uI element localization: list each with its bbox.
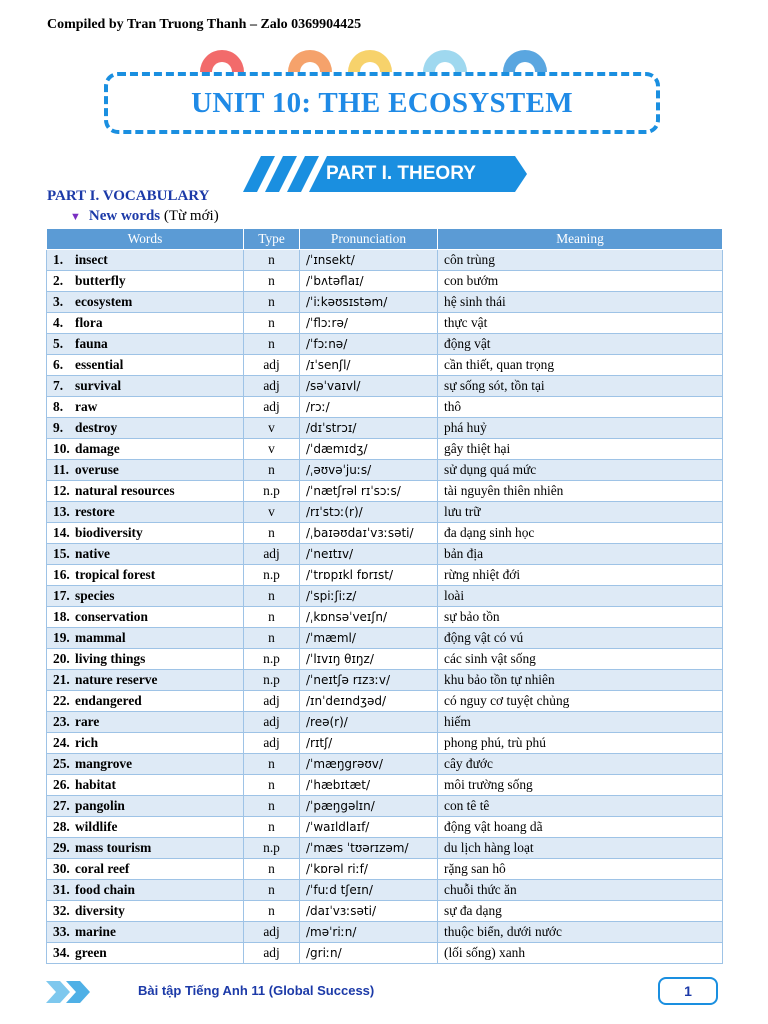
pronunciation-cell: /griːn/	[300, 943, 438, 964]
word-cell	[47, 313, 244, 334]
pronunciation-cell: /ˈspiːʃiːz/	[300, 586, 438, 607]
meaning-cell: sự sống sót, tồn tại	[438, 376, 723, 397]
pronunciation-cell: /ˈbʌtəflaɪ/	[300, 271, 438, 292]
table-row	[47, 670, 723, 691]
meaning-cell: con bướm	[438, 271, 723, 292]
row-number: 27.	[53, 798, 70, 813]
pronunciation-cell: /ˈnætʃrəl rɪˈsɔːs/	[300, 481, 438, 502]
table-row	[47, 250, 723, 271]
word-cell	[47, 334, 244, 355]
pronunciation-cell: /rɪtʃ/	[300, 733, 438, 754]
word-text: nature reserve	[75, 672, 158, 687]
table-row	[47, 712, 723, 733]
word-cell	[47, 922, 244, 943]
word-text: habitat	[75, 777, 116, 792]
type-cell: adj	[244, 691, 300, 712]
table-row	[47, 523, 723, 544]
type-cell: n	[244, 796, 300, 817]
word-text: species	[75, 588, 115, 603]
row-number: 24.	[53, 735, 70, 750]
pronunciation-cell: /ˌbaɪəʊdaɪˈvɜːsəti/	[300, 523, 438, 544]
word-cell	[47, 355, 244, 376]
table-row	[47, 502, 723, 523]
table-row	[47, 859, 723, 880]
table-row	[47, 418, 723, 439]
pronunciation-cell: /ˈɪnsekt/	[300, 250, 438, 271]
word-text: destroy	[75, 420, 118, 435]
table-row	[47, 901, 723, 922]
table-row	[47, 292, 723, 313]
pronunciation-cell: /reə(r)/	[300, 712, 438, 733]
meaning-cell: con tê tê	[438, 796, 723, 817]
type-cell: n	[244, 460, 300, 481]
meaning-cell: phong phú, trù phú	[438, 733, 723, 754]
meaning-cell: môi trường sống	[438, 775, 723, 796]
type-cell: n	[244, 292, 300, 313]
word-text: marine	[75, 924, 116, 939]
pronunciation-cell: /ˈdæmɪdʒ/	[300, 439, 438, 460]
row-number: 18.	[53, 609, 70, 624]
word-text: native	[75, 546, 110, 561]
type-cell: n.p	[244, 565, 300, 586]
pronunciation-cell: /rɪˈstɔː(r)/	[300, 502, 438, 523]
word-text: endangered	[75, 693, 142, 708]
table-row	[47, 607, 723, 628]
word-cell	[47, 796, 244, 817]
table-row	[47, 544, 723, 565]
table-row	[47, 922, 723, 943]
table-row	[47, 838, 723, 859]
meaning-cell: (lối sống) xanh	[438, 943, 723, 964]
unit-title: UNIT 10: THE ECOSYSTEM	[191, 86, 573, 119]
new-words-subheading	[70, 208, 219, 225]
type-cell: n	[244, 628, 300, 649]
word-text: essential	[75, 357, 124, 372]
row-number: 2.	[53, 273, 64, 288]
word-cell	[47, 838, 244, 859]
pronunciation-cell: /ˈhæbɪtæt/	[300, 775, 438, 796]
pronunciation-cell: /dɪˈstrɔɪ/	[300, 418, 438, 439]
word-cell	[47, 943, 244, 964]
row-number: 10.	[53, 441, 70, 456]
meaning-cell: gây thiệt hại	[438, 439, 723, 460]
row-number: 16.	[53, 567, 70, 582]
pronunciation-cell: /rɔː/	[300, 397, 438, 418]
word-text: mangrove	[75, 756, 133, 771]
pronunciation-cell: /daɪˈvɜːsəti/	[300, 901, 438, 922]
meaning-cell: động vật hoang dã	[438, 817, 723, 838]
meaning-cell: có nguy cơ tuyệt chủng	[438, 691, 723, 712]
word-text: coral reef	[75, 861, 130, 876]
meaning-cell: loài	[438, 586, 723, 607]
word-cell	[47, 817, 244, 838]
row-number: 23.	[53, 714, 70, 729]
word-cell	[47, 292, 244, 313]
pronunciation-cell: /ˈneɪtɪv/	[300, 544, 438, 565]
row-number: 11.	[53, 462, 69, 477]
meaning-cell: động vật có vú	[438, 628, 723, 649]
row-number: 14.	[53, 525, 70, 540]
type-cell: n.p	[244, 649, 300, 670]
type-cell: adj	[244, 943, 300, 964]
pronunciation-cell: /ɪnˈdeɪndʒəd/	[300, 691, 438, 712]
header-words: Words	[47, 229, 244, 250]
table-row	[47, 481, 723, 502]
row-number: 3.	[53, 294, 64, 309]
type-cell: n	[244, 586, 300, 607]
pronunciation-cell: /ˈmæs ˈtʊərɪzəm/	[300, 838, 438, 859]
type-cell: n	[244, 859, 300, 880]
pronunciation-cell: /ˈneɪtʃə rɪzɜːv/	[300, 670, 438, 691]
vocabulary-table	[46, 228, 723, 964]
pronunciation-cell: /ˈwaɪldlaɪf/	[300, 817, 438, 838]
word-text: rich	[75, 735, 99, 750]
table-row	[47, 271, 723, 292]
row-number: 31.	[53, 882, 70, 897]
pronunciation-cell: /məˈriːn/	[300, 922, 438, 943]
pronunciation-cell: /ˈfuːd tʃeɪn/	[300, 880, 438, 901]
type-cell: n	[244, 817, 300, 838]
row-number: 30.	[53, 861, 70, 876]
page-number: 1	[658, 977, 718, 1005]
type-cell: n.p	[244, 670, 300, 691]
meaning-cell: phá huỷ	[438, 418, 723, 439]
word-text: tropical forest	[75, 567, 156, 582]
row-number: 7.	[53, 378, 64, 393]
word-text: survival	[75, 378, 122, 393]
meaning-cell: sự đa dạng	[438, 901, 723, 922]
header-meaning: Meaning	[438, 229, 723, 250]
word-cell	[47, 733, 244, 754]
word-text: damage	[75, 441, 120, 456]
meaning-cell: thực vật	[438, 313, 723, 334]
type-cell: v	[244, 418, 300, 439]
word-text: fauna	[75, 336, 108, 351]
new-words-note: (Từ mới)	[163, 208, 219, 224]
header-pronunciation: Pronunciation	[300, 229, 438, 250]
pronunciation-cell: /ˈmæŋgrəʊv/	[300, 754, 438, 775]
table-row	[47, 586, 723, 607]
type-cell: n	[244, 250, 300, 271]
meaning-cell: các sinh vật sống	[438, 649, 723, 670]
meaning-cell: lưu trữ	[438, 502, 723, 523]
row-number: 22.	[53, 693, 70, 708]
word-text: rare	[75, 714, 100, 729]
meaning-cell: đa dạng sinh học	[438, 523, 723, 544]
word-text: pangolin	[75, 798, 125, 813]
word-cell	[47, 397, 244, 418]
word-text: mass tourism	[75, 840, 152, 855]
word-cell	[47, 460, 244, 481]
meaning-cell: thô	[438, 397, 723, 418]
type-cell: n	[244, 880, 300, 901]
type-cell: n	[244, 523, 300, 544]
word-cell	[47, 418, 244, 439]
table-row	[47, 733, 723, 754]
table-row	[47, 649, 723, 670]
word-text: flora	[75, 315, 103, 330]
word-cell	[47, 649, 244, 670]
arrow-bullet-icon: ▼	[70, 211, 81, 223]
word-text: overuse	[75, 462, 119, 477]
meaning-cell: sự bảo tồn	[438, 607, 723, 628]
word-cell	[47, 670, 244, 691]
pronunciation-cell: /ɪˈsenʃl/	[300, 355, 438, 376]
word-text: mammal	[75, 630, 126, 645]
row-number: 5.	[53, 336, 64, 351]
meaning-cell: bản địa	[438, 544, 723, 565]
row-number: 1.	[53, 252, 64, 267]
section-heading: PART I. VOCABULARY	[47, 188, 210, 204]
type-cell: n	[244, 775, 300, 796]
pronunciation-cell: /səˈvaɪvl/	[300, 376, 438, 397]
meaning-cell: sử dụng quá mức	[438, 460, 723, 481]
table-row	[47, 754, 723, 775]
type-cell: n	[244, 901, 300, 922]
word-cell	[47, 481, 244, 502]
word-cell	[47, 250, 244, 271]
table-row	[47, 397, 723, 418]
table-row	[47, 775, 723, 796]
word-cell	[47, 901, 244, 922]
word-text: butterfly	[75, 273, 126, 288]
table-row	[47, 376, 723, 397]
word-text: food chain	[75, 882, 135, 897]
meaning-cell: chuỗi thức ăn	[438, 880, 723, 901]
word-cell	[47, 775, 244, 796]
row-number: 17.	[53, 588, 70, 603]
word-cell	[47, 880, 244, 901]
meaning-cell: du lịch hàng loạt	[438, 838, 723, 859]
type-cell: adj	[244, 733, 300, 754]
row-number: 13.	[53, 504, 70, 519]
meaning-cell: côn trùng	[438, 250, 723, 271]
word-text: raw	[75, 399, 98, 414]
word-cell	[47, 754, 244, 775]
pronunciation-cell: /ˈiːkəʊsɪstəm/	[300, 292, 438, 313]
word-text: living things	[75, 651, 146, 666]
row-number: 21.	[53, 672, 70, 687]
meaning-cell: cây đước	[438, 754, 723, 775]
row-number: 12.	[53, 483, 70, 498]
table-row	[47, 817, 723, 838]
word-text: insect	[75, 252, 108, 267]
word-cell	[47, 439, 244, 460]
pronunciation-cell: /ˈmæml/	[300, 628, 438, 649]
type-cell: n.p	[244, 481, 300, 502]
word-text: diversity	[75, 903, 125, 918]
type-cell: adj	[244, 355, 300, 376]
table-row	[47, 355, 723, 376]
table-row	[47, 628, 723, 649]
row-number: 29.	[53, 840, 70, 855]
word-cell	[47, 712, 244, 733]
row-number: 34.	[53, 945, 70, 960]
row-number: 4.	[53, 315, 64, 330]
pronunciation-cell: /ˌkɒnsəˈveɪʃn/	[300, 607, 438, 628]
type-cell: n	[244, 271, 300, 292]
row-number: 15.	[53, 546, 70, 561]
pronunciation-cell: /ˈflɔːrə/	[300, 313, 438, 334]
meaning-cell: rừng nhiệt đới	[438, 565, 723, 586]
type-cell: n	[244, 334, 300, 355]
table-row	[47, 439, 723, 460]
type-cell: v	[244, 502, 300, 523]
type-cell: v	[244, 439, 300, 460]
type-cell: n.p	[244, 838, 300, 859]
table-row	[47, 313, 723, 334]
pronunciation-cell: /ˈkɒrəl riːf/	[300, 859, 438, 880]
type-cell: adj	[244, 712, 300, 733]
pronunciation-cell: /ˈpæŋgəlɪn/	[300, 796, 438, 817]
theory-banner-label: PART I. THEORY	[326, 163, 476, 184]
type-cell: adj	[244, 544, 300, 565]
header-type: Type	[244, 229, 300, 250]
pronunciation-cell: /ˈtrɒpɪkl fɒrɪst/	[300, 565, 438, 586]
footer-arrows-icon	[46, 977, 102, 1007]
compiled-by-line: Compiled by Tran Truong Thanh – Zalo 0369904425	[47, 17, 362, 32]
word-text: wildlife	[75, 819, 118, 834]
type-cell: n	[244, 313, 300, 334]
table-header-row	[47, 229, 723, 250]
pronunciation-cell: /ˌəʊvəˈjuːs/	[300, 460, 438, 481]
row-number: 20.	[53, 651, 70, 666]
meaning-cell: động vật	[438, 334, 723, 355]
word-cell	[47, 628, 244, 649]
type-cell: n	[244, 754, 300, 775]
row-number: 28.	[53, 819, 70, 834]
word-text: restore	[75, 504, 115, 519]
row-number: 32.	[53, 903, 70, 918]
pronunciation-cell: /ˈfɔːnə/	[300, 334, 438, 355]
word-cell	[47, 544, 244, 565]
word-cell	[47, 565, 244, 586]
type-cell: n	[244, 607, 300, 628]
type-cell: adj	[244, 376, 300, 397]
new-words-label: New words	[88, 208, 161, 224]
word-text: ecosystem	[75, 294, 133, 309]
row-number: 9.	[53, 420, 64, 435]
word-cell	[47, 859, 244, 880]
type-cell: adj	[244, 922, 300, 943]
meaning-cell: hệ sinh thái	[438, 292, 723, 313]
table-row	[47, 880, 723, 901]
row-number: 6.	[53, 357, 64, 372]
unit-title-box	[104, 72, 660, 134]
meaning-cell: tài nguyên thiên nhiên	[438, 481, 723, 502]
meaning-cell: thuộc biển, dưới nước	[438, 922, 723, 943]
table-row	[47, 565, 723, 586]
footer-book-title: Bài tập Tiếng Anh 11 (Global Success)	[138, 983, 375, 998]
word-text: biodiversity	[75, 525, 143, 540]
meaning-cell: hiếm	[438, 712, 723, 733]
table-row	[47, 796, 723, 817]
table-row	[47, 460, 723, 481]
table-row	[47, 943, 723, 964]
word-cell	[47, 586, 244, 607]
row-number: 19.	[53, 630, 70, 645]
word-text: natural resources	[75, 483, 175, 498]
table-row	[47, 691, 723, 712]
row-number: 26.	[53, 777, 70, 792]
type-cell: adj	[244, 397, 300, 418]
word-text: green	[75, 945, 107, 960]
word-cell	[47, 376, 244, 397]
meaning-cell: cần thiết, quan trọng	[438, 355, 723, 376]
word-cell	[47, 607, 244, 628]
row-number: 25.	[53, 756, 70, 771]
row-number: 33.	[53, 924, 70, 939]
word-cell	[47, 502, 244, 523]
meaning-cell: khu bảo tồn tự nhiên	[438, 670, 723, 691]
word-cell	[47, 271, 244, 292]
word-cell	[47, 691, 244, 712]
pronunciation-cell: /ˈlɪvɪŋ θɪŋz/	[300, 649, 438, 670]
meaning-cell: rặng san hô	[438, 859, 723, 880]
word-text: conservation	[75, 609, 148, 624]
row-number: 8.	[53, 399, 64, 414]
table-row	[47, 334, 723, 355]
word-cell	[47, 523, 244, 544]
